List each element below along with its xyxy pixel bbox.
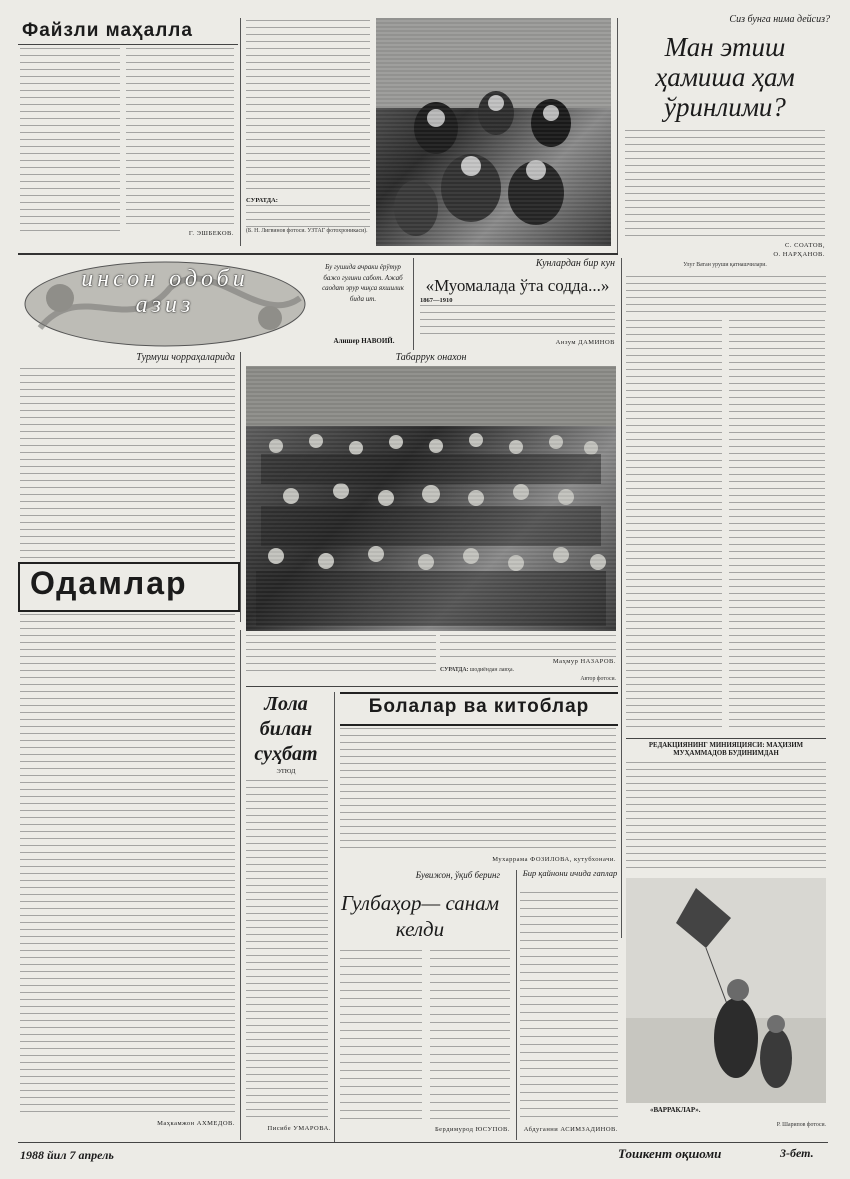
gulbahor-poem-col1 bbox=[340, 950, 422, 1120]
varraklar-caption: «ВАРРАКЛАР». bbox=[650, 1106, 701, 1114]
group-photo-caption-left bbox=[246, 635, 436, 675]
group-photo bbox=[246, 366, 616, 631]
tabarruk-credit: Автор фотоси. bbox=[580, 676, 616, 682]
lola-signature: Писибе УМАРОВА. bbox=[267, 1125, 331, 1132]
kunlar-years: 1867—1910 bbox=[420, 297, 453, 304]
man-etish-kicker: Сиз бунга нима дейсиз? bbox=[729, 14, 830, 25]
group-photo-caption-right bbox=[440, 635, 616, 657]
kaynona-signature: Абдуганни АСИМЗАДИНОВ. bbox=[523, 1126, 618, 1133]
turmush-text bbox=[20, 368, 235, 558]
lola-headline: Лола билан суҳбат bbox=[254, 693, 318, 765]
right-column-text-b bbox=[626, 320, 722, 730]
right-column-text-c bbox=[729, 320, 825, 730]
tabarruk-signature: Маҳмур НАЗАРОВ. bbox=[552, 658, 616, 665]
kaynona-text bbox=[520, 892, 618, 1120]
family-photo bbox=[376, 18, 611, 246]
inson-odobi-logo bbox=[20, 258, 310, 350]
man-etish-signature2: О. НАРҲАНОВ. bbox=[773, 251, 825, 258]
footer-newspaper: Тошкент оқшоми bbox=[618, 1146, 722, 1161]
navoi-quote: Бу гушида ачраки ёрўтур бажо гулини сабот. Ажаб саодат эрур чиқса яхшилик бида ит. bbox=[322, 263, 404, 303]
varraklar-credit: Р. Шарипов фотоси. bbox=[776, 1122, 826, 1128]
gulbahor-headline: Гулбаҳор— санам келди bbox=[340, 891, 500, 941]
fayzli-mahalla-signature: Г. ЭШБЕКОВ. bbox=[188, 230, 234, 237]
gulbahor-signature: Бердимурод ЮСУПОВ. bbox=[434, 1126, 510, 1133]
gulbahor-kicker: Бувижон, ўқиб беринг bbox=[415, 870, 500, 880]
top-middle-photo-credit: (Б. Н. Лигвинов фотоси. УЗТАГ фотохроникаси). bbox=[246, 228, 368, 234]
kunlar-kicker: Кунлардан бир кун bbox=[535, 258, 615, 269]
tabarruk-caption bbox=[440, 667, 616, 674]
tabarruk-caption-label: СУРАТДА: bbox=[440, 667, 469, 673]
gulbahor-poem-col2 bbox=[430, 950, 510, 1120]
redaksiya-text bbox=[626, 762, 826, 872]
man-etish-signature1: С. СОАТОВ, bbox=[785, 242, 825, 249]
tabarruk-caption-text: шодиёндан лавҳа. bbox=[469, 667, 515, 673]
lola-genre: ЭТЮД bbox=[276, 768, 296, 775]
top-middle-text bbox=[246, 20, 370, 195]
footer-page: 3-бет. bbox=[780, 1146, 814, 1160]
right-column-text-a bbox=[626, 276, 826, 316]
varraklar-photo bbox=[626, 878, 826, 1103]
odamlar-text bbox=[20, 614, 235, 1114]
bolalar-signature: Мухаррама ФОЗИЛОВА, кутубхоначи. bbox=[492, 856, 616, 863]
navoi-author: Алишер НАВОИЙ. bbox=[333, 337, 395, 345]
kaynona-kicker: Бир қайнони ичида гаплар bbox=[522, 868, 618, 878]
bolalar-headline: Болалар ва китоблар bbox=[368, 696, 590, 717]
fayzli-mahalla-text-col1 bbox=[20, 48, 120, 233]
kunlar-text bbox=[420, 305, 615, 337]
odamlar-headline: Одамлар bbox=[30, 565, 188, 601]
odamlar-signature: Маҳкамжон АХМЕДОВ. bbox=[157, 1120, 235, 1127]
kunlar-headline: «Муомалада ўта содда...» bbox=[425, 276, 610, 295]
man-etish-headline: Ман этиш ҳамиша ҳам ўринлими? bbox=[655, 32, 795, 122]
turmush-kicker: Турмуш чорраҳаларида bbox=[136, 352, 235, 363]
redaksiya-title: РЕДАКЦИЯНИНГ МИНИЯЦИЯСИ: МАҲИЗИМ МУҲАММАДОВ БУДИНИМДАН bbox=[648, 742, 804, 757]
bolalar-text bbox=[340, 728, 616, 853]
man-etish-credit: Улуг Ватан уруши қатнашчилари. bbox=[683, 262, 767, 268]
man-etish-text bbox=[625, 130, 825, 240]
tabarruk-title: Табаррук онахон bbox=[395, 352, 467, 363]
top-middle-caption-label: СУРАТДА: bbox=[246, 197, 278, 204]
inson-odobi-logo-text: инсон одоби азиз bbox=[81, 266, 249, 318]
lola-text bbox=[246, 780, 328, 1120]
fayzli-mahalla-text-col2 bbox=[126, 48, 234, 230]
footer-date: 1988 йил 7 апрель bbox=[20, 1148, 114, 1162]
fayzli-mahalla-title: Файзли маҳалла bbox=[22, 20, 193, 41]
kunlar-signature: Анзум ДАМИНОВ bbox=[555, 339, 615, 346]
